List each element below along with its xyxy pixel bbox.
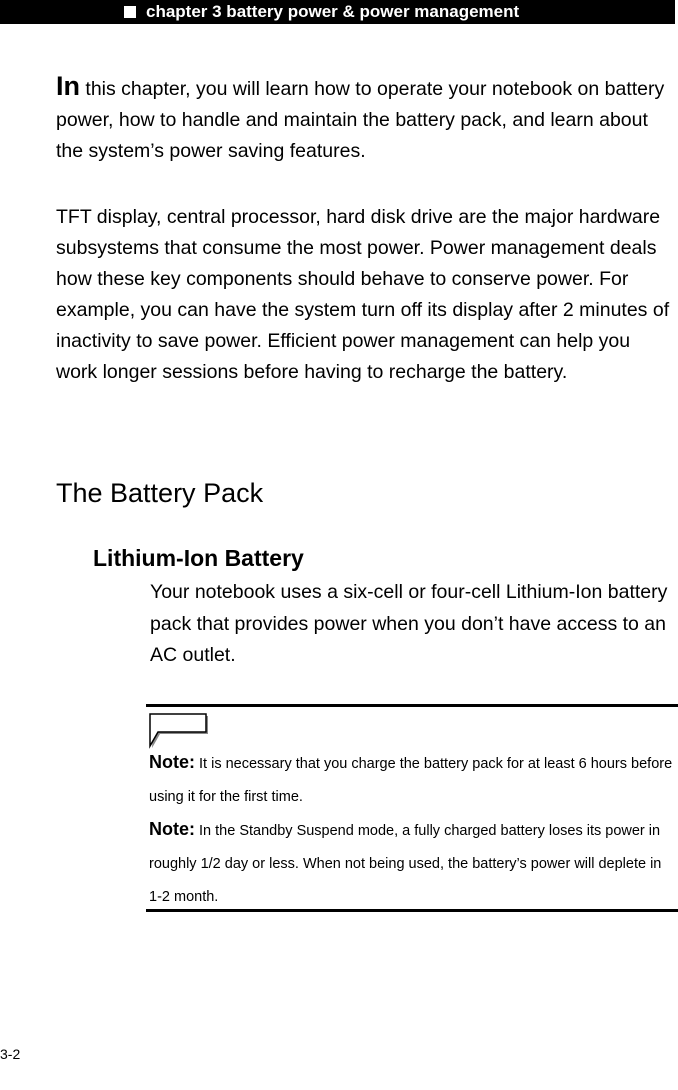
lithium-ion-paragraph: Your notebook uses a six-cell or four-cell Lithium-Ion battery pack that provides power when you don’t have access to an AC outlet. bbox=[150, 581, 668, 666]
square-bullet-icon bbox=[124, 6, 136, 18]
power-management-paragraph: TFT display, central processor, hard disk drive are the major hardware subsystems that consume the most power. Power management deals how these key components should behave to conserve power. For example, you can have the system turn off its display after 2 minutes of inactivity to save power. Efficient power management can help you work longer sessions before having to recharge the battery. bbox=[56, 206, 670, 383]
note-box bbox=[146, 704, 678, 912]
chapter-header bbox=[0, 0, 675, 24]
note-label: Note: bbox=[149, 752, 195, 772]
intro-paragraph bbox=[56, 71, 676, 167]
subsection-title: Lithium-Ion Battery bbox=[93, 545, 304, 571]
section-title: The Battery Pack bbox=[56, 478, 264, 508]
note-text: It is necessary that you charge the battery pack for at least 6 hours before using it for the first time. bbox=[149, 756, 673, 805]
chapter-title: chapter 3 battery power & power management bbox=[146, 2, 520, 21]
note-label: Note: bbox=[149, 819, 195, 839]
note-item bbox=[149, 813, 674, 914]
intro-text: this chapter, you will learn how to operate your notebook on battery power, how to handle and maintain the battery pack, and learn about the system’s power saving features. bbox=[56, 78, 665, 162]
note-text: In the Standby Suspend mode, a fully charged battery loses its power in roughly 1/2 day or less. When not being used, the battery’s power will deplete in 1-2 month. bbox=[149, 823, 662, 905]
page-number: 3-2 bbox=[0, 1046, 21, 1062]
intro-lead-word: In bbox=[56, 71, 80, 101]
note-item bbox=[149, 746, 674, 814]
